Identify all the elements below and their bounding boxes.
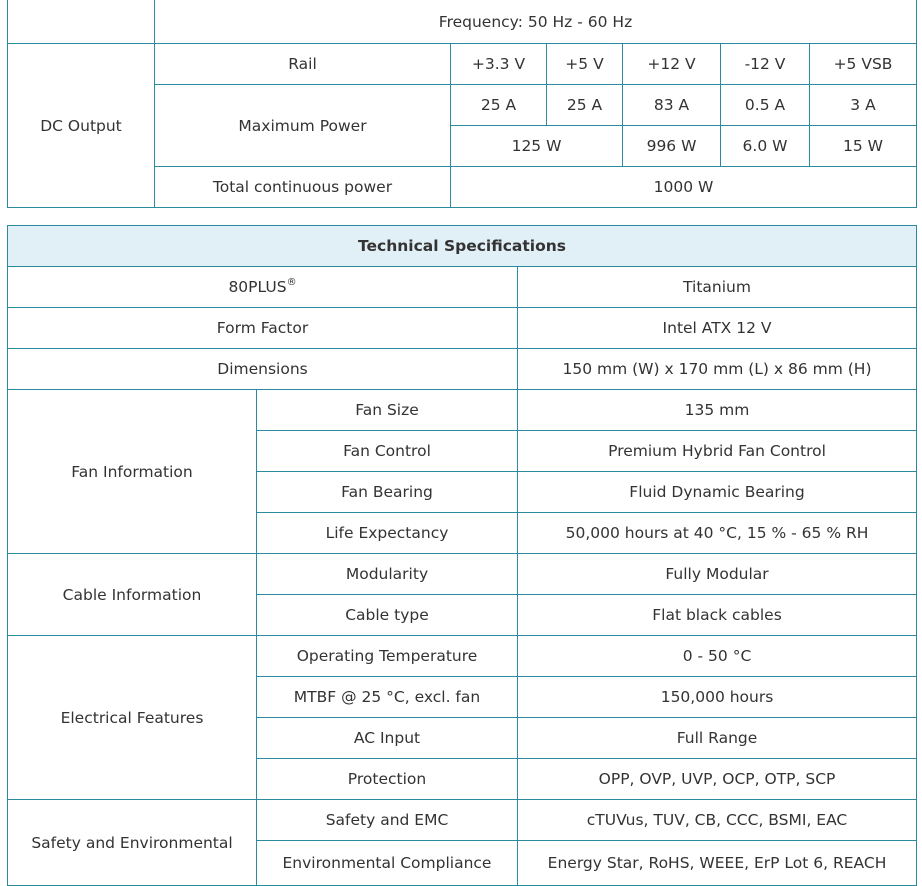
registered-mark: ® xyxy=(286,277,297,288)
spec-label: Fan Bearing xyxy=(257,472,518,513)
spec-label: Cable type xyxy=(257,595,518,636)
rail-label: Rail xyxy=(155,44,451,85)
spec-value: Fluid Dynamic Bearing xyxy=(518,472,917,513)
spec-label: AC Input xyxy=(257,718,518,759)
total-power-value: 1000 W xyxy=(451,167,917,208)
frequency-cell: Frequency: 50 Hz - 60 Hz xyxy=(155,0,917,44)
amps-5v: 25 A xyxy=(547,85,623,126)
amps-5vsb: 3 A xyxy=(810,85,917,126)
rail-5vsb: +5 VSB xyxy=(810,44,917,85)
dimensions-value: 150 mm (W) x 170 mm (L) x 86 mm (H) xyxy=(518,349,917,390)
spec-value: Energy Star, RoHS, WEEE, ErP Lot 6, REACH xyxy=(518,841,917,886)
spec-label: Fan Control xyxy=(257,431,518,472)
spec-label: Operating Temperature xyxy=(257,636,518,677)
spec-label: Safety and EMC xyxy=(257,800,518,841)
watts-5vsb: 15 W xyxy=(810,126,917,167)
group-label-electrical-features: Electrical Features xyxy=(8,636,257,800)
form-factor-value: Intel ATX 12 V xyxy=(518,308,917,349)
group-label-cable-information: Cable Information xyxy=(8,554,257,636)
plus80-label xyxy=(8,267,518,308)
spec-label: Environmental Compliance xyxy=(257,841,518,886)
spec-value: Flat black cables xyxy=(518,595,917,636)
dimensions-label: Dimensions xyxy=(8,349,518,390)
spec-label: Protection xyxy=(257,759,518,800)
spec-value: 150,000 hours xyxy=(518,677,917,718)
rail-12v: +12 V xyxy=(623,44,721,85)
dc-output-label: DC Output xyxy=(8,44,155,208)
spec-label: Modularity xyxy=(257,554,518,595)
rail-3v3: +3.3 V xyxy=(451,44,547,85)
spec-value: Fully Modular xyxy=(518,554,917,595)
group-label-safety-environmental: Safety and Environmental xyxy=(8,800,257,886)
amps-12v: 83 A xyxy=(623,85,721,126)
watts-m12v: 6.0 W xyxy=(721,126,810,167)
dc-output-table xyxy=(7,0,917,208)
tech-specs-title: Technical Specifications xyxy=(8,226,917,267)
amps-m12v: 0.5 A xyxy=(721,85,810,126)
amps-3v3: 25 A xyxy=(451,85,547,126)
plus80-value: Titanium xyxy=(518,267,917,308)
max-power-label: Maximum Power xyxy=(155,85,451,167)
spec-value: OPP, OVP, UVP, OCP, OTP, SCP xyxy=(518,759,917,800)
group-label-fan-information: Fan Information xyxy=(8,390,257,554)
plus80-label-text: 80PLUS xyxy=(228,278,287,296)
spec-value: 135 mm xyxy=(518,390,917,431)
spec-value: Full Range xyxy=(518,718,917,759)
rail-m12v: -12 V xyxy=(721,44,810,85)
technical-specifications-table xyxy=(7,225,917,886)
spec-label: Life Expectancy xyxy=(257,513,518,554)
spec-value: cTUVus, TUV, CB, CCC, BSMI, EAC xyxy=(518,800,917,841)
spec-value: Premium Hybrid Fan Control xyxy=(518,431,917,472)
total-power-label: Total continuous power xyxy=(155,167,451,208)
spec-label: MTBF @ 25 °C, excl. fan xyxy=(257,677,518,718)
form-factor-label: Form Factor xyxy=(8,308,518,349)
spec-label: Fan Size xyxy=(257,390,518,431)
watts-3v3-5v: 125 W xyxy=(451,126,623,167)
blank-cell xyxy=(8,0,155,44)
spec-value: 50,000 hours at 40 °C, 15 % - 65 % RH xyxy=(518,513,917,554)
spec-value: 0 - 50 °C xyxy=(518,636,917,677)
rail-5v: +5 V xyxy=(547,44,623,85)
watts-12v: 996 W xyxy=(623,126,721,167)
